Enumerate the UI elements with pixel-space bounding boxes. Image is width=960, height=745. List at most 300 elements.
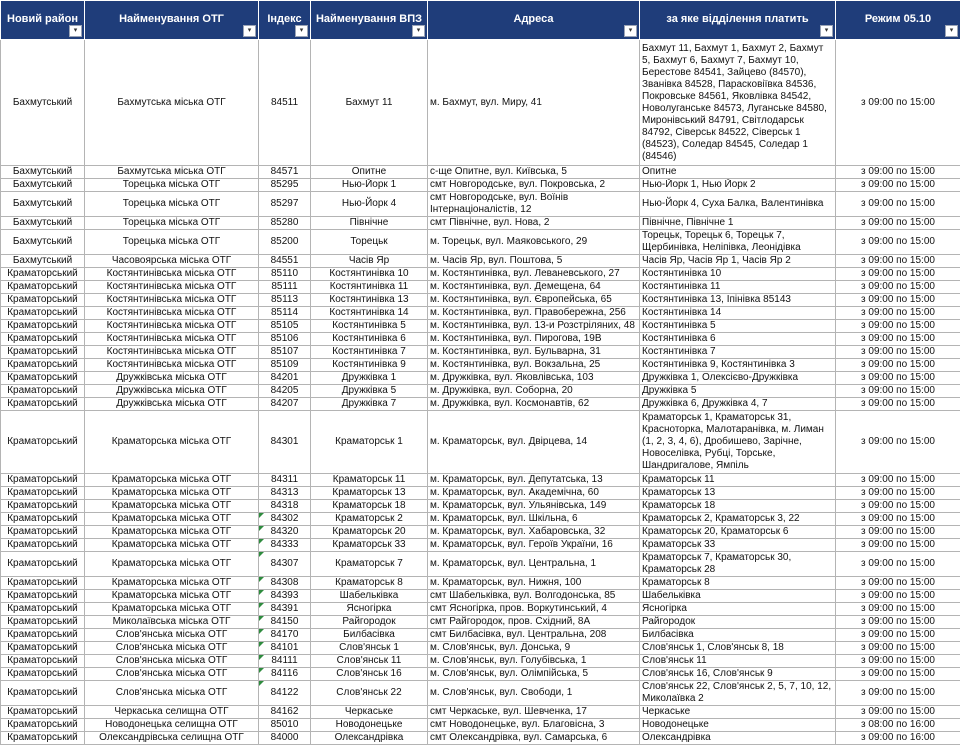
paying-branch-cell[interactable]: Билбасівка (640, 629, 836, 642)
branch-name-cell[interactable]: Опитне (311, 166, 428, 179)
paying-branch-cell[interactable]: Дружківка 5 (640, 385, 836, 398)
branch-name-cell[interactable]: Нью-Йорк 1 (311, 179, 428, 192)
table-row (1, 398, 960, 411)
column-header-label: Найменування ВПЗ (311, 1, 427, 25)
district-cell[interactable]: Краматорський (1, 474, 85, 487)
district-cell[interactable]: Краматорський (1, 577, 85, 590)
district-cell[interactable]: Краматорський (1, 552, 85, 577)
table-row (1, 552, 960, 577)
paying-branch-cell[interactable]: Костянтинівка 10 (640, 268, 836, 281)
community-cell[interactable]: Слов'янська міська ОТГ (85, 642, 259, 655)
district-cell[interactable]: Краматорський (1, 385, 85, 398)
branch-name-cell[interactable]: Торецьк (311, 230, 428, 255)
paying-branch-cell[interactable]: Бахмут 11, Бахмут 1, Бахмут 2, Бахмут 5, Бахмут 6, Бахмут 7, Бахмут 10, Берестове 84541, Зайцево (84570), Званівка 84528, Парасковіївка 84536, Покровське 84561, Яковлівка 84542, Новолуганське 84573, Луганське 84580, Миронівський 84791, Світлодарськ 84792, Сіверськ 84522, Сіверськ 1 (84523), Соледар 84545, Соледар 1 (84546) (640, 40, 836, 166)
district-cell[interactable]: Краматорський (1, 513, 85, 526)
table-row (1, 217, 960, 230)
district-cell[interactable]: Краматорський (1, 346, 85, 359)
branch-name-cell[interactable]: Краматорськ 8 (311, 577, 428, 590)
address-cell[interactable]: смт Билбасівка, вул. Центральна, 208 (428, 629, 640, 642)
district-cell[interactable]: Краматорський (1, 655, 85, 668)
community-cell[interactable]: Краматорська міська ОТГ (85, 552, 259, 577)
address-cell[interactable]: м. Костянтинівка, вул. Вокзальна, 25 (428, 359, 640, 372)
community-cell[interactable]: Краматорська міська ОТГ (85, 500, 259, 513)
index-cell[interactable]: 84320 (259, 526, 311, 539)
table-row (1, 166, 960, 179)
community-cell[interactable]: Слов'янська міська ОТГ (85, 681, 259, 706)
index-cell[interactable]: 85109 (259, 359, 311, 372)
table-row (1, 681, 960, 706)
district-cell[interactable]: Краматорський (1, 590, 85, 603)
table-row (1, 307, 960, 320)
table-row (1, 268, 960, 281)
index-cell[interactable]: 84201 (259, 372, 311, 385)
schedule-cell[interactable]: з 09:00 по 15:00 (836, 372, 960, 385)
schedule-cell[interactable]: з 09:00 по 15:00 (836, 474, 960, 487)
index-cell[interactable]: 84311 (259, 474, 311, 487)
schedule-cell[interactable]: з 09:00 по 15:00 (836, 255, 960, 268)
paying-branch-cell[interactable]: Райгородок (640, 616, 836, 629)
community-cell[interactable]: Новодонецька селищна ОТГ (85, 719, 259, 732)
branch-name-cell[interactable]: Костянтинівка 10 (311, 268, 428, 281)
paying-branch-cell[interactable]: Північне, Північне 1 (640, 217, 836, 230)
schedule-cell[interactable]: з 09:00 по 15:00 (836, 398, 960, 411)
schedule-cell[interactable]: з 09:00 по 15:00 (836, 320, 960, 333)
paying-branch-cell[interactable]: Торецьк, Торецьк 6, Торецьк 7, Щербинівка, Неліпівка, Леонідівка (640, 230, 836, 255)
branch-name-cell[interactable]: Часів Яр (311, 255, 428, 268)
community-cell[interactable]: Костянтинівська міська ОТГ (85, 268, 259, 281)
schedule-cell[interactable]: з 09:00 по 15:00 (836, 590, 960, 603)
filter-dropdown-icon[interactable]: ▾ (624, 25, 637, 37)
address-cell[interactable]: смт Райгородок, пров. Східний, 8А (428, 616, 640, 629)
branch-name-cell[interactable]: Костянтинівка 13 (311, 294, 428, 307)
index-cell[interactable]: 84170 (259, 629, 311, 642)
community-cell[interactable]: Костянтинівська міська ОТГ (85, 294, 259, 307)
index-cell[interactable]: 84116 (259, 668, 311, 681)
index-cell[interactable]: 84393 (259, 590, 311, 603)
schedule-cell[interactable]: з 09:00 по 15:00 (836, 655, 960, 668)
community-cell[interactable]: Олександрівська селищна ОТГ (85, 732, 259, 745)
district-cell[interactable]: Бахмутський (1, 230, 85, 255)
branch-name-cell[interactable]: Новодонецьке (311, 719, 428, 732)
community-cell[interactable]: Краматорська міська ОТГ (85, 526, 259, 539)
district-cell[interactable]: Бахмутський (1, 40, 85, 166)
branch-name-cell[interactable]: Слов'янськ 1 (311, 642, 428, 655)
schedule-cell[interactable]: з 09:00 по 15:00 (836, 359, 960, 372)
address-cell[interactable]: м. Краматорськ, вул. Центральна, 1 (428, 552, 640, 577)
address-cell[interactable]: м. Костянтинівка, вул. Демещена, 64 (428, 281, 640, 294)
address-cell[interactable]: смт Новодонецьке, вул. Благовісна, 3 (428, 719, 640, 732)
community-cell[interactable]: Слов'янська міська ОТГ (85, 668, 259, 681)
filter-dropdown-icon[interactable]: ▾ (820, 25, 833, 37)
branch-name-cell[interactable]: Костянтинівка 9 (311, 359, 428, 372)
branch-name-cell[interactable]: Дружківка 1 (311, 372, 428, 385)
address-cell[interactable]: м. Костянтинівка, вул. 13-и Розстріляних, 48 (428, 320, 640, 333)
paying-branch-cell[interactable]: Краматорськ 20, Краматорськ 6 (640, 526, 836, 539)
paying-branch-cell[interactable]: Краматорськ 1, Краматорськ 31, Красноторка, Малотаранівка, м. Лиман (1, 2, 3, 4, 6), Дробишево, Зарічне, Новоселівка, Рубці, Торське, Шандригалове, Ямпіль (640, 411, 836, 474)
community-cell[interactable]: Слов'янська міська ОТГ (85, 629, 259, 642)
paying-branch-cell[interactable]: Костянтинівка 13, Іпінівка 85143 (640, 294, 836, 307)
branch-name-cell[interactable]: Північне (311, 217, 428, 230)
community-cell[interactable]: Краматорська міська ОТГ (85, 487, 259, 500)
district-cell[interactable]: Краматорський (1, 398, 85, 411)
table-row (1, 372, 960, 385)
index-cell[interactable]: 84207 (259, 398, 311, 411)
schedule-cell[interactable]: з 09:00 по 15:00 (836, 192, 960, 217)
schedule-cell[interactable]: з 09:00 по 15:00 (836, 577, 960, 590)
community-cell[interactable]: Костянтинівська міська ОТГ (85, 359, 259, 372)
district-cell[interactable]: Бахмутський (1, 255, 85, 268)
paying-branch-cell[interactable]: Ясногірка (640, 603, 836, 616)
community-cell[interactable]: Торецька міська ОТГ (85, 179, 259, 192)
index-cell[interactable]: 84205 (259, 385, 311, 398)
address-cell[interactable]: м. Краматорськ, вул. Депутатська, 13 (428, 474, 640, 487)
branch-name-cell[interactable]: Костянтинівка 11 (311, 281, 428, 294)
district-cell[interactable]: Бахмутський (1, 217, 85, 230)
table-row (1, 629, 960, 642)
address-cell[interactable]: м. Костянтинівка, вул. Європейська, 65 (428, 294, 640, 307)
table-row (1, 590, 960, 603)
paying-branch-cell[interactable]: Опитне (640, 166, 836, 179)
community-cell[interactable]: Дружківська міська ОТГ (85, 372, 259, 385)
schedule-cell[interactable]: з 09:00 по 15:00 (836, 552, 960, 577)
branch-name-cell[interactable]: Дружківка 7 (311, 398, 428, 411)
community-cell[interactable]: Торецька міська ОТГ (85, 192, 259, 217)
index-cell[interactable]: 85113 (259, 294, 311, 307)
address-cell[interactable]: с-ще Опитне, вул. Київська, 5 (428, 166, 640, 179)
address-cell[interactable]: смт Новгородське, вул. Воїнів Інтернаціоналістів, 12 (428, 192, 640, 217)
community-cell[interactable]: Костянтинівська міська ОТГ (85, 281, 259, 294)
community-cell[interactable]: Часовоярська міська ОТГ (85, 255, 259, 268)
schedule-cell[interactable]: з 09:00 по 15:00 (836, 333, 960, 346)
paying-branch-cell[interactable]: Новодонецьке (640, 719, 836, 732)
schedule-cell[interactable]: з 09:00 по 15:00 (836, 281, 960, 294)
index-cell[interactable]: 85295 (259, 179, 311, 192)
table-row (1, 487, 960, 500)
branch-name-cell[interactable]: Слов'янськ 11 (311, 655, 428, 668)
address-cell[interactable]: смт Ясногірка, пров. Воркутинський, 4 (428, 603, 640, 616)
district-cell[interactable]: Бахмутський (1, 192, 85, 217)
schedule-cell[interactable]: з 09:00 по 15:00 (836, 179, 960, 192)
address-cell[interactable]: м. Краматорськ, вул. Ульянівська, 149 (428, 500, 640, 513)
index-cell[interactable]: 85200 (259, 230, 311, 255)
branch-name-cell[interactable]: Костянтинівка 5 (311, 320, 428, 333)
district-cell[interactable]: Краматорський (1, 333, 85, 346)
branch-name-cell[interactable]: Слов'янськ 22 (311, 681, 428, 706)
branch-name-cell[interactable]: Краматорськ 18 (311, 500, 428, 513)
paying-branch-cell[interactable]: Краматорськ 7, Краматорськ 30, Краматорськ 28 (640, 552, 836, 577)
address-cell[interactable]: м. Костянтинівка, вул. Пирогова, 19В (428, 333, 640, 346)
index-cell[interactable]: 84511 (259, 40, 311, 166)
community-cell[interactable]: Краматорська міська ОТГ (85, 577, 259, 590)
address-cell[interactable]: м. Костянтинівка, вул. Бульварна, 31 (428, 346, 640, 359)
table-row (1, 294, 960, 307)
index-cell[interactable]: 84318 (259, 500, 311, 513)
community-cell[interactable]: Торецька міська ОТГ (85, 230, 259, 255)
community-cell[interactable]: Дружківська міська ОТГ (85, 385, 259, 398)
index-cell[interactable]: 85111 (259, 281, 311, 294)
address-cell[interactable]: м. Слов'янськ, вул. Свободи, 1 (428, 681, 640, 706)
schedule-cell[interactable]: з 09:00 по 15:00 (836, 230, 960, 255)
branch-name-cell[interactable]: Ясногірка (311, 603, 428, 616)
paying-branch-cell[interactable]: Костянтинівка 9, Костянтинівка 3 (640, 359, 836, 372)
schedule-cell[interactable]: з 09:00 по 15:00 (836, 346, 960, 359)
schedule-cell[interactable]: з 09:00 по 15:00 (836, 706, 960, 719)
address-cell[interactable]: м. Краматорськ, вул. Шкільна, 6 (428, 513, 640, 526)
district-cell[interactable]: Краматорський (1, 411, 85, 474)
index-cell[interactable]: 84308 (259, 577, 311, 590)
branch-name-cell[interactable]: Краматорськ 2 (311, 513, 428, 526)
district-cell[interactable]: Краматорський (1, 681, 85, 706)
index-cell[interactable]: 85110 (259, 268, 311, 281)
index-cell[interactable]: 85280 (259, 217, 311, 230)
community-cell[interactable]: Краматорська міська ОТГ (85, 539, 259, 552)
schedule-cell[interactable]: з 09:00 по 15:00 (836, 603, 960, 616)
address-cell[interactable]: смт Шабельківка, вул. Волгодонська, 85 (428, 590, 640, 603)
paying-branch-cell[interactable]: Краматорськ 18 (640, 500, 836, 513)
paying-branch-cell[interactable]: Черкаське (640, 706, 836, 719)
community-cell[interactable]: Краматорська міська ОТГ (85, 603, 259, 616)
address-cell[interactable]: м. Дружківка, вул. Соборна, 20 (428, 385, 640, 398)
district-cell[interactable]: Краматорський (1, 294, 85, 307)
index-cell[interactable]: 84122 (259, 681, 311, 706)
schedule-cell[interactable]: з 09:00 по 15:00 (836, 500, 960, 513)
address-cell[interactable]: м. Костянтинівка, вул. Леваневського, 27 (428, 268, 640, 281)
column-header-community (85, 1, 259, 40)
paying-branch-cell[interactable]: Олександрівка (640, 732, 836, 745)
index-cell[interactable]: 85297 (259, 192, 311, 217)
community-cell[interactable]: Бахмутська міська ОТГ (85, 40, 259, 166)
paying-branch-cell[interactable]: Дружківка 6, Дружківка 4, 7 (640, 398, 836, 411)
schedule-cell[interactable]: з 09:00 по 15:00 (836, 40, 960, 166)
branch-name-cell[interactable]: Краматорськ 33 (311, 539, 428, 552)
schedule-cell[interactable]: з 09:00 по 15:00 (836, 268, 960, 281)
branch-name-cell[interactable]: Краматорськ 7 (311, 552, 428, 577)
community-cell[interactable]: Миколаївська міська ОТГ (85, 616, 259, 629)
schedule-cell[interactable]: з 09:00 по 15:00 (836, 668, 960, 681)
paying-branch-cell[interactable]: Краматорськ 11 (640, 474, 836, 487)
paying-branch-cell[interactable]: Нью-Йорк 1, Нью Йорк 2 (640, 179, 836, 192)
branch-name-cell[interactable]: Костянтинівка 14 (311, 307, 428, 320)
branch-name-cell[interactable]: Шабельківка (311, 590, 428, 603)
address-cell[interactable]: смт Північне, вул. Нова, 2 (428, 217, 640, 230)
district-cell[interactable]: Краматорський (1, 307, 85, 320)
table-body (1, 40, 960, 745)
branch-name-cell[interactable]: Краматорськ 11 (311, 474, 428, 487)
schedule-cell[interactable]: з 09:00 по 15:00 (836, 616, 960, 629)
district-cell[interactable]: Краматорський (1, 500, 85, 513)
branch-name-cell[interactable]: Нью-Йорк 4 (311, 192, 428, 217)
filter-dropdown-icon[interactable]: ▾ (945, 25, 958, 37)
paying-branch-cell[interactable]: Шабельківка (640, 590, 836, 603)
paying-branch-cell[interactable]: Костянтинівка 11 (640, 281, 836, 294)
filter-dropdown-icon[interactable]: ▾ (295, 25, 308, 37)
district-cell[interactable]: Краматорський (1, 629, 85, 642)
table-row (1, 411, 960, 474)
branch-name-cell[interactable]: Краматорськ 13 (311, 487, 428, 500)
schedule-cell[interactable]: з 08:00 по 16:00 (836, 719, 960, 732)
paying-branch-cell[interactable]: Краматорськ 2, Краматорськ 3, 22 (640, 513, 836, 526)
paying-branch-cell[interactable]: Костянтинівка 7 (640, 346, 836, 359)
index-cell[interactable]: 84101 (259, 642, 311, 655)
district-cell[interactable]: Краматорський (1, 487, 85, 500)
paying-branch-cell[interactable]: Краматорськ 13 (640, 487, 836, 500)
community-cell[interactable]: Костянтинівська міська ОТГ (85, 320, 259, 333)
paying-branch-cell[interactable]: Слов'янськ 1, Слов'янськ 8, 18 (640, 642, 836, 655)
index-cell[interactable]: 85107 (259, 346, 311, 359)
address-cell[interactable]: м. Краматорськ, вул. Хабаровська, 32 (428, 526, 640, 539)
district-cell[interactable]: Краматорський (1, 526, 85, 539)
address-cell[interactable]: м. Слов'янськ, вул. Олімпійська, 5 (428, 668, 640, 681)
community-cell[interactable]: Торецька міська ОТГ (85, 217, 259, 230)
district-cell[interactable]: Краматорський (1, 359, 85, 372)
schedule-cell[interactable]: з 09:00 по 15:00 (836, 629, 960, 642)
index-cell[interactable]: 84111 (259, 655, 311, 668)
paying-branch-cell[interactable]: Слов'янськ 22, Слов'янськ 2, 5, 7, 10, 12, Миколаївка 2 (640, 681, 836, 706)
address-cell[interactable]: смт Новгородське, вул. Покровська, 2 (428, 179, 640, 192)
index-cell[interactable]: 84000 (259, 732, 311, 745)
filter-dropdown-icon[interactable]: ▾ (69, 25, 82, 37)
address-cell[interactable]: м. Торецьк, вул. Маяковського, 29 (428, 230, 640, 255)
schedule-cell[interactable]: з 09:00 по 15:00 (836, 217, 960, 230)
address-cell[interactable]: м. Краматорськ, вул. Двірцева, 14 (428, 411, 640, 474)
schedule-cell[interactable]: з 09:00 по 15:00 (836, 513, 960, 526)
branch-name-cell[interactable]: Костянтинівка 6 (311, 333, 428, 346)
schedule-cell[interactable]: з 09:00 по 15:00 (836, 539, 960, 552)
address-cell[interactable]: м. Краматорськ, вул. Героїв України, 16 (428, 539, 640, 552)
address-cell[interactable]: м. Дружківка, вул. Яковлівська, 103 (428, 372, 640, 385)
index-cell[interactable]: 85114 (259, 307, 311, 320)
community-cell[interactable]: Краматорська міська ОТГ (85, 590, 259, 603)
paying-branch-cell[interactable]: Слов'янськ 11 (640, 655, 836, 668)
community-cell[interactable]: Бахмутська міська ОТГ (85, 166, 259, 179)
index-cell[interactable]: 84333 (259, 539, 311, 552)
branch-name-cell[interactable]: Олександрівка (311, 732, 428, 745)
community-cell[interactable]: Костянтинівська міська ОТГ (85, 333, 259, 346)
schedule-cell[interactable]: з 09:00 по 15:00 (836, 307, 960, 320)
index-cell[interactable]: 85105 (259, 320, 311, 333)
community-cell[interactable]: Костянтинівська міська ОТГ (85, 346, 259, 359)
address-cell[interactable]: смт Черкаське, вул. Шевченка, 17 (428, 706, 640, 719)
paying-branch-cell[interactable]: Костянтинівка 6 (640, 333, 836, 346)
index-cell[interactable]: 84551 (259, 255, 311, 268)
index-cell[interactable]: 85106 (259, 333, 311, 346)
community-cell[interactable]: Краматорська міська ОТГ (85, 513, 259, 526)
address-cell[interactable]: м. Костянтинівка, вул. Правобережна, 256 (428, 307, 640, 320)
schedule-cell[interactable]: з 09:00 по 15:00 (836, 681, 960, 706)
branch-name-cell[interactable]: Бахмут 11 (311, 40, 428, 166)
address-cell[interactable]: м. Часів Яр, вул. Поштова, 5 (428, 255, 640, 268)
index-cell[interactable]: 84302 (259, 513, 311, 526)
branch-name-cell[interactable]: Черкаське (311, 706, 428, 719)
paying-branch-cell[interactable]: Костянтинівка 14 (640, 307, 836, 320)
schedule-cell[interactable]: з 09:00 по 15:00 (836, 385, 960, 398)
schedule-cell[interactable]: з 09:00 по 15:00 (836, 526, 960, 539)
branch-name-cell[interactable]: Райгородок (311, 616, 428, 629)
filter-dropdown-icon[interactable]: ▾ (243, 25, 256, 37)
district-cell[interactable]: Краматорський (1, 281, 85, 294)
column-header-label: Найменування ОТГ (85, 1, 258, 25)
community-cell[interactable]: Краматорська міська ОТГ (85, 411, 259, 474)
column-header-address (428, 1, 640, 40)
paying-branch-cell[interactable]: Слов'янськ 16, Слов'янськ 9 (640, 668, 836, 681)
schedule-cell[interactable]: з 09:00 по 15:00 (836, 411, 960, 474)
index-cell[interactable]: 84162 (259, 706, 311, 719)
branch-name-cell[interactable]: Краматорськ 1 (311, 411, 428, 474)
column-header-index (259, 1, 311, 40)
filter-dropdown-icon[interactable]: ▾ (412, 25, 425, 37)
district-cell[interactable]: Краматорський (1, 372, 85, 385)
branch-name-cell[interactable]: Билбасівка (311, 629, 428, 642)
table-row (1, 333, 960, 346)
address-cell[interactable]: м. Краматорськ, вул. Академічна, 60 (428, 487, 640, 500)
branch-name-cell[interactable]: Краматорськ 20 (311, 526, 428, 539)
address-cell[interactable]: смт Олександрівка, вул. Самарська, 6 (428, 732, 640, 745)
district-cell[interactable]: Краматорський (1, 616, 85, 629)
branch-name-cell[interactable]: Дружківка 5 (311, 385, 428, 398)
schedule-cell[interactable]: з 09:00 по 15:00 (836, 642, 960, 655)
schedule-cell[interactable]: з 09:00 по 15:00 (836, 487, 960, 500)
district-cell[interactable]: Краматорський (1, 268, 85, 281)
paying-branch-cell[interactable]: Костянтинівка 5 (640, 320, 836, 333)
branch-name-cell[interactable]: Слов'янськ 16 (311, 668, 428, 681)
index-cell[interactable]: 84307 (259, 552, 311, 577)
district-cell[interactable]: Бахмутський (1, 166, 85, 179)
schedule-cell[interactable]: з 09:00 по 16:00 (836, 732, 960, 745)
community-cell[interactable]: Дружківська міська ОТГ (85, 398, 259, 411)
index-cell[interactable]: 84571 (259, 166, 311, 179)
paying-branch-cell[interactable]: Краматорськ 8 (640, 577, 836, 590)
paying-branch-cell[interactable]: Дружківка 1, Олексієво-Дружківка (640, 372, 836, 385)
index-cell[interactable]: 84301 (259, 411, 311, 474)
community-cell[interactable]: Слов'янська міська ОТГ (85, 655, 259, 668)
table-row (1, 719, 960, 732)
district-cell[interactable]: Краматорський (1, 320, 85, 333)
address-cell[interactable]: м. Слов'янськ, вул. Голубівська, 1 (428, 655, 640, 668)
index-cell[interactable]: 85010 (259, 719, 311, 732)
schedule-cell[interactable]: з 09:00 по 15:00 (836, 294, 960, 307)
paying-branch-cell[interactable]: Нью-Йорк 4, Суха Балка, Валентинівка (640, 192, 836, 217)
community-cell[interactable]: Краматорська міська ОТГ (85, 474, 259, 487)
index-cell[interactable]: 84313 (259, 487, 311, 500)
address-cell[interactable]: м. Бахмут, вул. Миру, 41 (428, 40, 640, 166)
community-cell[interactable]: Черкаська селищна ОТГ (85, 706, 259, 719)
district-cell[interactable]: Краматорський (1, 539, 85, 552)
district-cell[interactable]: Краматорський (1, 719, 85, 732)
district-cell[interactable]: Бахмутський (1, 179, 85, 192)
index-cell[interactable]: 84391 (259, 603, 311, 616)
address-cell[interactable]: м. Краматорськ, вул. Нижня, 100 (428, 577, 640, 590)
table-row (1, 642, 960, 655)
district-cell[interactable]: Краматорський (1, 642, 85, 655)
index-cell[interactable]: 84150 (259, 616, 311, 629)
branch-name-cell[interactable]: Костянтинівка 7 (311, 346, 428, 359)
address-cell[interactable]: м. Слов'янськ, вул. Донська, 9 (428, 642, 640, 655)
address-cell[interactable]: м. Дружківка, вул. Космонавтів, 62 (428, 398, 640, 411)
schedule-cell[interactable]: з 09:00 по 15:00 (836, 166, 960, 179)
district-cell[interactable]: Краматорський (1, 732, 85, 745)
district-cell[interactable]: Краматорський (1, 706, 85, 719)
district-cell[interactable]: Краматорський (1, 603, 85, 616)
district-cell[interactable]: Краматорський (1, 668, 85, 681)
paying-branch-cell[interactable]: Краматорськ 33 (640, 539, 836, 552)
table-row (1, 732, 960, 745)
community-cell[interactable]: Костянтинівська міська ОТГ (85, 307, 259, 320)
column-header-district (1, 1, 85, 40)
table-row (1, 281, 960, 294)
paying-branch-cell[interactable]: Часів Яр, Часів Яр 1, Часів Яр 2 (640, 255, 836, 268)
column-header-branch-name (311, 1, 428, 40)
table-row (1, 359, 960, 372)
